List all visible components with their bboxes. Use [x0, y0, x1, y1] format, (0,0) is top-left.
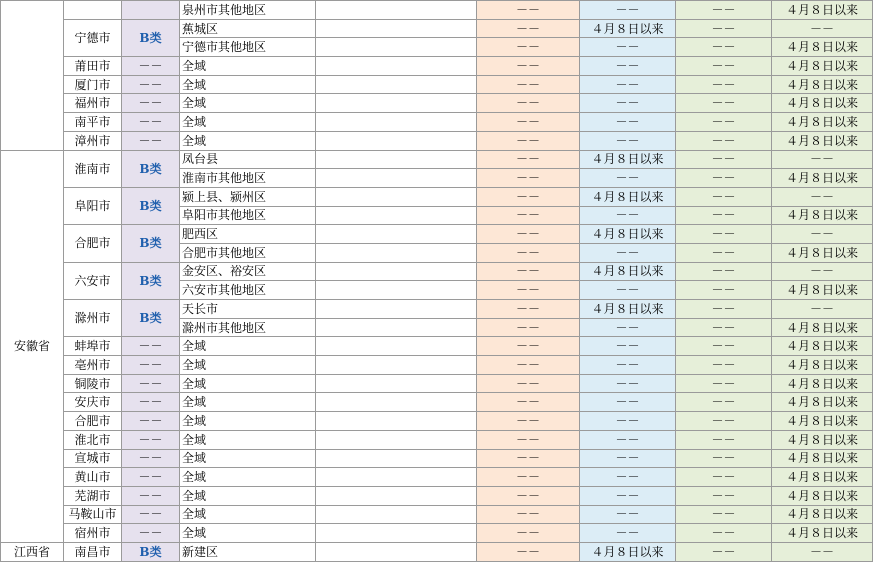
- table-row: [1, 75, 873, 94]
- status-cell-3: －－: [676, 356, 772, 375]
- status-cell-3: －－: [676, 262, 772, 281]
- status-cell-1: －－: [477, 318, 580, 337]
- class-cell: B类: [122, 300, 180, 337]
- status-cell-1: －－: [477, 449, 580, 468]
- status-cell-1: －－: [477, 169, 580, 188]
- area-cell: 合肥市其他地区: [180, 243, 316, 262]
- spacer-cell: [316, 206, 477, 225]
- spacer-cell: [316, 131, 477, 150]
- area-cell: 颍上县、颍州区: [180, 187, 316, 206]
- province-cell: 安徽省: [1, 150, 64, 542]
- area-cell: 天长市: [180, 300, 316, 319]
- status-cell-3: －－: [676, 243, 772, 262]
- status-cell-4: ４月８日以来: [772, 169, 873, 188]
- city-cell: 亳州市: [64, 356, 122, 375]
- spacer-cell: [316, 449, 477, 468]
- status-cell-3: －－: [676, 412, 772, 431]
- area-cell: 泉州市其他地区: [180, 1, 316, 20]
- status-cell-2: －－: [580, 393, 676, 412]
- class-cell: －－: [122, 430, 180, 449]
- area-cell: 蕉城区: [180, 19, 316, 38]
- status-cell-2: －－: [580, 356, 676, 375]
- status-cell-1: －－: [477, 94, 580, 113]
- city-cell: 宿州市: [64, 524, 122, 543]
- spacer-cell: [316, 243, 477, 262]
- province-cell: [1, 1, 64, 151]
- class-cell: －－: [122, 337, 180, 356]
- city-cell: 滁州市: [64, 300, 122, 337]
- status-cell-3: －－: [676, 150, 772, 169]
- class-cell: －－: [122, 356, 180, 375]
- status-cell-3: －－: [676, 430, 772, 449]
- class-cell: B类: [122, 187, 180, 224]
- status-cell-4: ４月８日以来: [772, 75, 873, 94]
- spacer-cell: [316, 300, 477, 319]
- table-row: [1, 94, 873, 113]
- status-cell-3: －－: [676, 374, 772, 393]
- spacer-cell: [316, 505, 477, 524]
- table-row: [1, 374, 873, 393]
- spacer-cell: [316, 94, 477, 113]
- status-cell-3: －－: [676, 281, 772, 300]
- area-cell: 全域: [180, 524, 316, 543]
- status-cell-1: －－: [477, 337, 580, 356]
- spacer-cell: [316, 113, 477, 132]
- status-cell-3: －－: [676, 542, 772, 561]
- status-cell-3: －－: [676, 57, 772, 76]
- status-cell-2: －－: [580, 505, 676, 524]
- status-cell-1: －－: [477, 19, 580, 38]
- table-row: [1, 113, 873, 132]
- area-cell: 全域: [180, 131, 316, 150]
- status-cell-1: －－: [477, 262, 580, 281]
- class-cell: －－: [122, 374, 180, 393]
- city-cell: 宣城市: [64, 449, 122, 468]
- class-cell: －－: [122, 131, 180, 150]
- area-cell: 全域: [180, 75, 316, 94]
- class-cell: －－: [122, 75, 180, 94]
- status-cell-4: ４月８日以来: [772, 356, 873, 375]
- status-cell-2: －－: [580, 318, 676, 337]
- province-cell: 江西省: [1, 542, 64, 561]
- status-cell-4: －－: [772, 262, 873, 281]
- status-cell-1: －－: [477, 131, 580, 150]
- city-cell: 六安市: [64, 262, 122, 299]
- status-cell-2: －－: [580, 524, 676, 543]
- status-cell-1: －－: [477, 281, 580, 300]
- city-cell: 合肥市: [64, 225, 122, 262]
- status-cell-2: －－: [580, 94, 676, 113]
- spacer-cell: [316, 169, 477, 188]
- status-cell-4: ４月８日以来: [772, 430, 873, 449]
- status-cell-4: －－: [772, 542, 873, 561]
- spacer-cell: [316, 262, 477, 281]
- city-cell: 黄山市: [64, 468, 122, 487]
- class-cell: －－: [122, 94, 180, 113]
- status-cell-2: ４月８日以来: [580, 225, 676, 244]
- status-cell-2: －－: [580, 75, 676, 94]
- status-cell-4: －－: [772, 187, 873, 206]
- status-cell-3: －－: [676, 225, 772, 244]
- spacer-cell: [316, 430, 477, 449]
- status-cell-3: －－: [676, 75, 772, 94]
- class-cell: －－: [122, 468, 180, 487]
- status-cell-1: －－: [477, 505, 580, 524]
- status-cell-1: －－: [477, 75, 580, 94]
- status-cell-4: ４月８日以来: [772, 57, 873, 76]
- status-cell-4: ４月８日以来: [772, 468, 873, 487]
- status-cell-1: －－: [477, 374, 580, 393]
- class-cell: －－: [122, 393, 180, 412]
- status-cell-4: －－: [772, 300, 873, 319]
- status-cell-3: －－: [676, 524, 772, 543]
- status-cell-3: －－: [676, 131, 772, 150]
- status-cell-3: －－: [676, 187, 772, 206]
- spacer-cell: [316, 486, 477, 505]
- spacer-cell: [316, 281, 477, 300]
- status-cell-2: －－: [580, 169, 676, 188]
- table-row: [1, 225, 873, 244]
- status-cell-1: －－: [477, 486, 580, 505]
- status-cell-3: －－: [676, 19, 772, 38]
- status-cell-3: －－: [676, 206, 772, 225]
- table-row: [1, 337, 873, 356]
- status-cell-4: ４月８日以来: [772, 1, 873, 20]
- city-cell: 宁德市: [64, 19, 122, 56]
- status-cell-3: －－: [676, 318, 772, 337]
- spacer-cell: [316, 187, 477, 206]
- status-cell-3: －－: [676, 337, 772, 356]
- area-cell: 金安区、裕安区: [180, 262, 316, 281]
- status-cell-4: ４月８日以来: [772, 113, 873, 132]
- area-cell: 肥西区: [180, 225, 316, 244]
- spacer-cell: [316, 318, 477, 337]
- class-cell: －－: [122, 57, 180, 76]
- table-row: [1, 187, 873, 206]
- class-cell: －－: [122, 524, 180, 543]
- spacer-cell: [316, 356, 477, 375]
- status-cell-4: ４月８日以来: [772, 131, 873, 150]
- status-cell-2: －－: [580, 281, 676, 300]
- city-cell: 厦门市: [64, 75, 122, 94]
- table-row: [1, 19, 873, 38]
- spacer-cell: [316, 393, 477, 412]
- status-cell-1: －－: [477, 542, 580, 561]
- status-cell-3: －－: [676, 505, 772, 524]
- status-cell-4: ４月８日以来: [772, 318, 873, 337]
- table-body: [1, 1, 873, 562]
- area-cell: 全域: [180, 374, 316, 393]
- status-cell-2: －－: [580, 337, 676, 356]
- status-cell-3: －－: [676, 393, 772, 412]
- class-cell: B类: [122, 150, 180, 187]
- city-cell: 铜陵市: [64, 374, 122, 393]
- table-row: [1, 486, 873, 505]
- spacer-cell: [316, 524, 477, 543]
- area-cell: 全域: [180, 430, 316, 449]
- status-cell-4: ４月８日以来: [772, 206, 873, 225]
- city-cell: 福州市: [64, 94, 122, 113]
- class-cell: [122, 1, 180, 20]
- table-row: [1, 131, 873, 150]
- status-cell-4: －－: [772, 150, 873, 169]
- area-cell: 全域: [180, 393, 316, 412]
- status-cell-3: －－: [676, 169, 772, 188]
- status-cell-4: ４月８日以来: [772, 243, 873, 262]
- status-cell-3: －－: [676, 1, 772, 20]
- status-cell-4: ４月８日以来: [772, 374, 873, 393]
- status-cell-2: －－: [580, 468, 676, 487]
- status-cell-3: －－: [676, 113, 772, 132]
- table-row: [1, 262, 873, 281]
- status-cell-1: －－: [477, 57, 580, 76]
- status-cell-2: －－: [580, 412, 676, 431]
- city-cell: 合肥市: [64, 412, 122, 431]
- spacer-cell: [316, 1, 477, 20]
- class-cell: －－: [122, 486, 180, 505]
- status-cell-4: －－: [772, 225, 873, 244]
- status-cell-2: ４月８日以来: [580, 19, 676, 38]
- status-cell-3: －－: [676, 94, 772, 113]
- area-cell: 新建区: [180, 542, 316, 561]
- city-cell: 莆田市: [64, 57, 122, 76]
- table-row: [1, 430, 873, 449]
- area-cell: 滁州市其他地区: [180, 318, 316, 337]
- status-cell-2: －－: [580, 1, 676, 20]
- status-cell-1: －－: [477, 412, 580, 431]
- spacer-cell: [316, 75, 477, 94]
- status-cell-2: ４月８日以来: [580, 542, 676, 561]
- spacer-cell: [316, 468, 477, 487]
- status-cell-4: ４月８日以来: [772, 486, 873, 505]
- status-cell-3: －－: [676, 468, 772, 487]
- table-row: [1, 300, 873, 319]
- spacer-cell: [316, 57, 477, 76]
- city-cell: 南昌市: [64, 542, 122, 561]
- status-cell-4: ４月８日以来: [772, 393, 873, 412]
- table-row: [1, 468, 873, 487]
- status-cell-4: ４月８日以来: [772, 94, 873, 113]
- status-cell-2: －－: [580, 374, 676, 393]
- city-cell: 淮南市: [64, 150, 122, 187]
- status-cell-1: －－: [477, 206, 580, 225]
- status-cell-1: －－: [477, 225, 580, 244]
- status-cell-1: －－: [477, 113, 580, 132]
- spacer-cell: [316, 374, 477, 393]
- table-row: [1, 356, 873, 375]
- area-cell: 六安市其他地区: [180, 281, 316, 300]
- spacer-cell: [316, 337, 477, 356]
- status-cell-2: ４月８日以来: [580, 187, 676, 206]
- status-cell-1: －－: [477, 243, 580, 262]
- class-cell: －－: [122, 412, 180, 431]
- class-cell: －－: [122, 113, 180, 132]
- status-cell-4: －－: [772, 19, 873, 38]
- city-cell: 淮北市: [64, 430, 122, 449]
- area-cell: 全域: [180, 57, 316, 76]
- class-cell: B类: [122, 542, 180, 561]
- area-cell: 阜阳市其他地区: [180, 206, 316, 225]
- city-cell: 马鞍山市: [64, 505, 122, 524]
- city-cell: 阜阳市: [64, 187, 122, 224]
- status-cell-4: ４月８日以来: [772, 449, 873, 468]
- city-cell: 南平市: [64, 113, 122, 132]
- status-cell-2: －－: [580, 243, 676, 262]
- table-row: [1, 505, 873, 524]
- status-cell-3: －－: [676, 449, 772, 468]
- area-cell: 淮南市其他地区: [180, 169, 316, 188]
- status-cell-4: ４月８日以来: [772, 505, 873, 524]
- area-cell: 全域: [180, 449, 316, 468]
- status-cell-2: ４月８日以来: [580, 300, 676, 319]
- status-cell-2: －－: [580, 486, 676, 505]
- status-cell-1: －－: [477, 1, 580, 20]
- spacer-cell: [316, 38, 477, 57]
- status-cell-4: ４月８日以来: [772, 38, 873, 57]
- status-cell-2: －－: [580, 131, 676, 150]
- area-cell: 全域: [180, 337, 316, 356]
- status-cell-2: －－: [580, 57, 676, 76]
- area-cell: 全域: [180, 94, 316, 113]
- status-cell-1: －－: [477, 524, 580, 543]
- area-cell: 全域: [180, 468, 316, 487]
- spacer-cell: [316, 225, 477, 244]
- table-row: [1, 449, 873, 468]
- area-cell: 宁德市其他地区: [180, 38, 316, 57]
- status-cell-3: －－: [676, 38, 772, 57]
- status-cell-3: －－: [676, 486, 772, 505]
- status-cell-2: －－: [580, 449, 676, 468]
- status-cell-2: ４月８日以来: [580, 262, 676, 281]
- status-cell-3: －－: [676, 300, 772, 319]
- spacer-cell: [316, 542, 477, 561]
- area-cell: 全域: [180, 486, 316, 505]
- table-row: [1, 57, 873, 76]
- class-cell: －－: [122, 505, 180, 524]
- status-cell-2: －－: [580, 38, 676, 57]
- area-cell: 全域: [180, 113, 316, 132]
- table-row: [1, 524, 873, 543]
- class-cell: B类: [122, 19, 180, 56]
- table-row: [1, 412, 873, 431]
- class-cell: B类: [122, 262, 180, 299]
- status-cell-1: －－: [477, 430, 580, 449]
- city-cell: 芜湖市: [64, 486, 122, 505]
- city-cell: 安庆市: [64, 393, 122, 412]
- status-cell-4: ４月８日以来: [772, 337, 873, 356]
- table-row: [1, 1, 873, 20]
- spacer-cell: [316, 150, 477, 169]
- status-cell-1: －－: [477, 468, 580, 487]
- city-cell: [64, 1, 122, 20]
- class-cell: －－: [122, 449, 180, 468]
- status-cell-4: ４月８日以来: [772, 524, 873, 543]
- area-cell: 全域: [180, 412, 316, 431]
- status-cell-1: －－: [477, 356, 580, 375]
- status-cell-2: －－: [580, 206, 676, 225]
- table-row: [1, 542, 873, 561]
- status-cell-1: －－: [477, 187, 580, 206]
- status-cell-2: －－: [580, 113, 676, 132]
- area-cell: 全域: [180, 356, 316, 375]
- status-cell-1: －－: [477, 300, 580, 319]
- status-cell-4: ４月８日以来: [772, 412, 873, 431]
- area-cell: 凤台县: [180, 150, 316, 169]
- status-cell-1: －－: [477, 150, 580, 169]
- spacer-cell: [316, 412, 477, 431]
- status-cell-4: ４月８日以来: [772, 281, 873, 300]
- status-cell-2: －－: [580, 430, 676, 449]
- status-cell-2: ４月８日以来: [580, 150, 676, 169]
- table-row: [1, 393, 873, 412]
- class-cell: B类: [122, 225, 180, 262]
- area-cell: 全域: [180, 505, 316, 524]
- status-cell-1: －－: [477, 393, 580, 412]
- city-cell: 漳州市: [64, 131, 122, 150]
- status-cell-1: －－: [477, 38, 580, 57]
- spacer-cell: [316, 19, 477, 38]
- city-cell: 蚌埠市: [64, 337, 122, 356]
- table-row: [1, 150, 873, 169]
